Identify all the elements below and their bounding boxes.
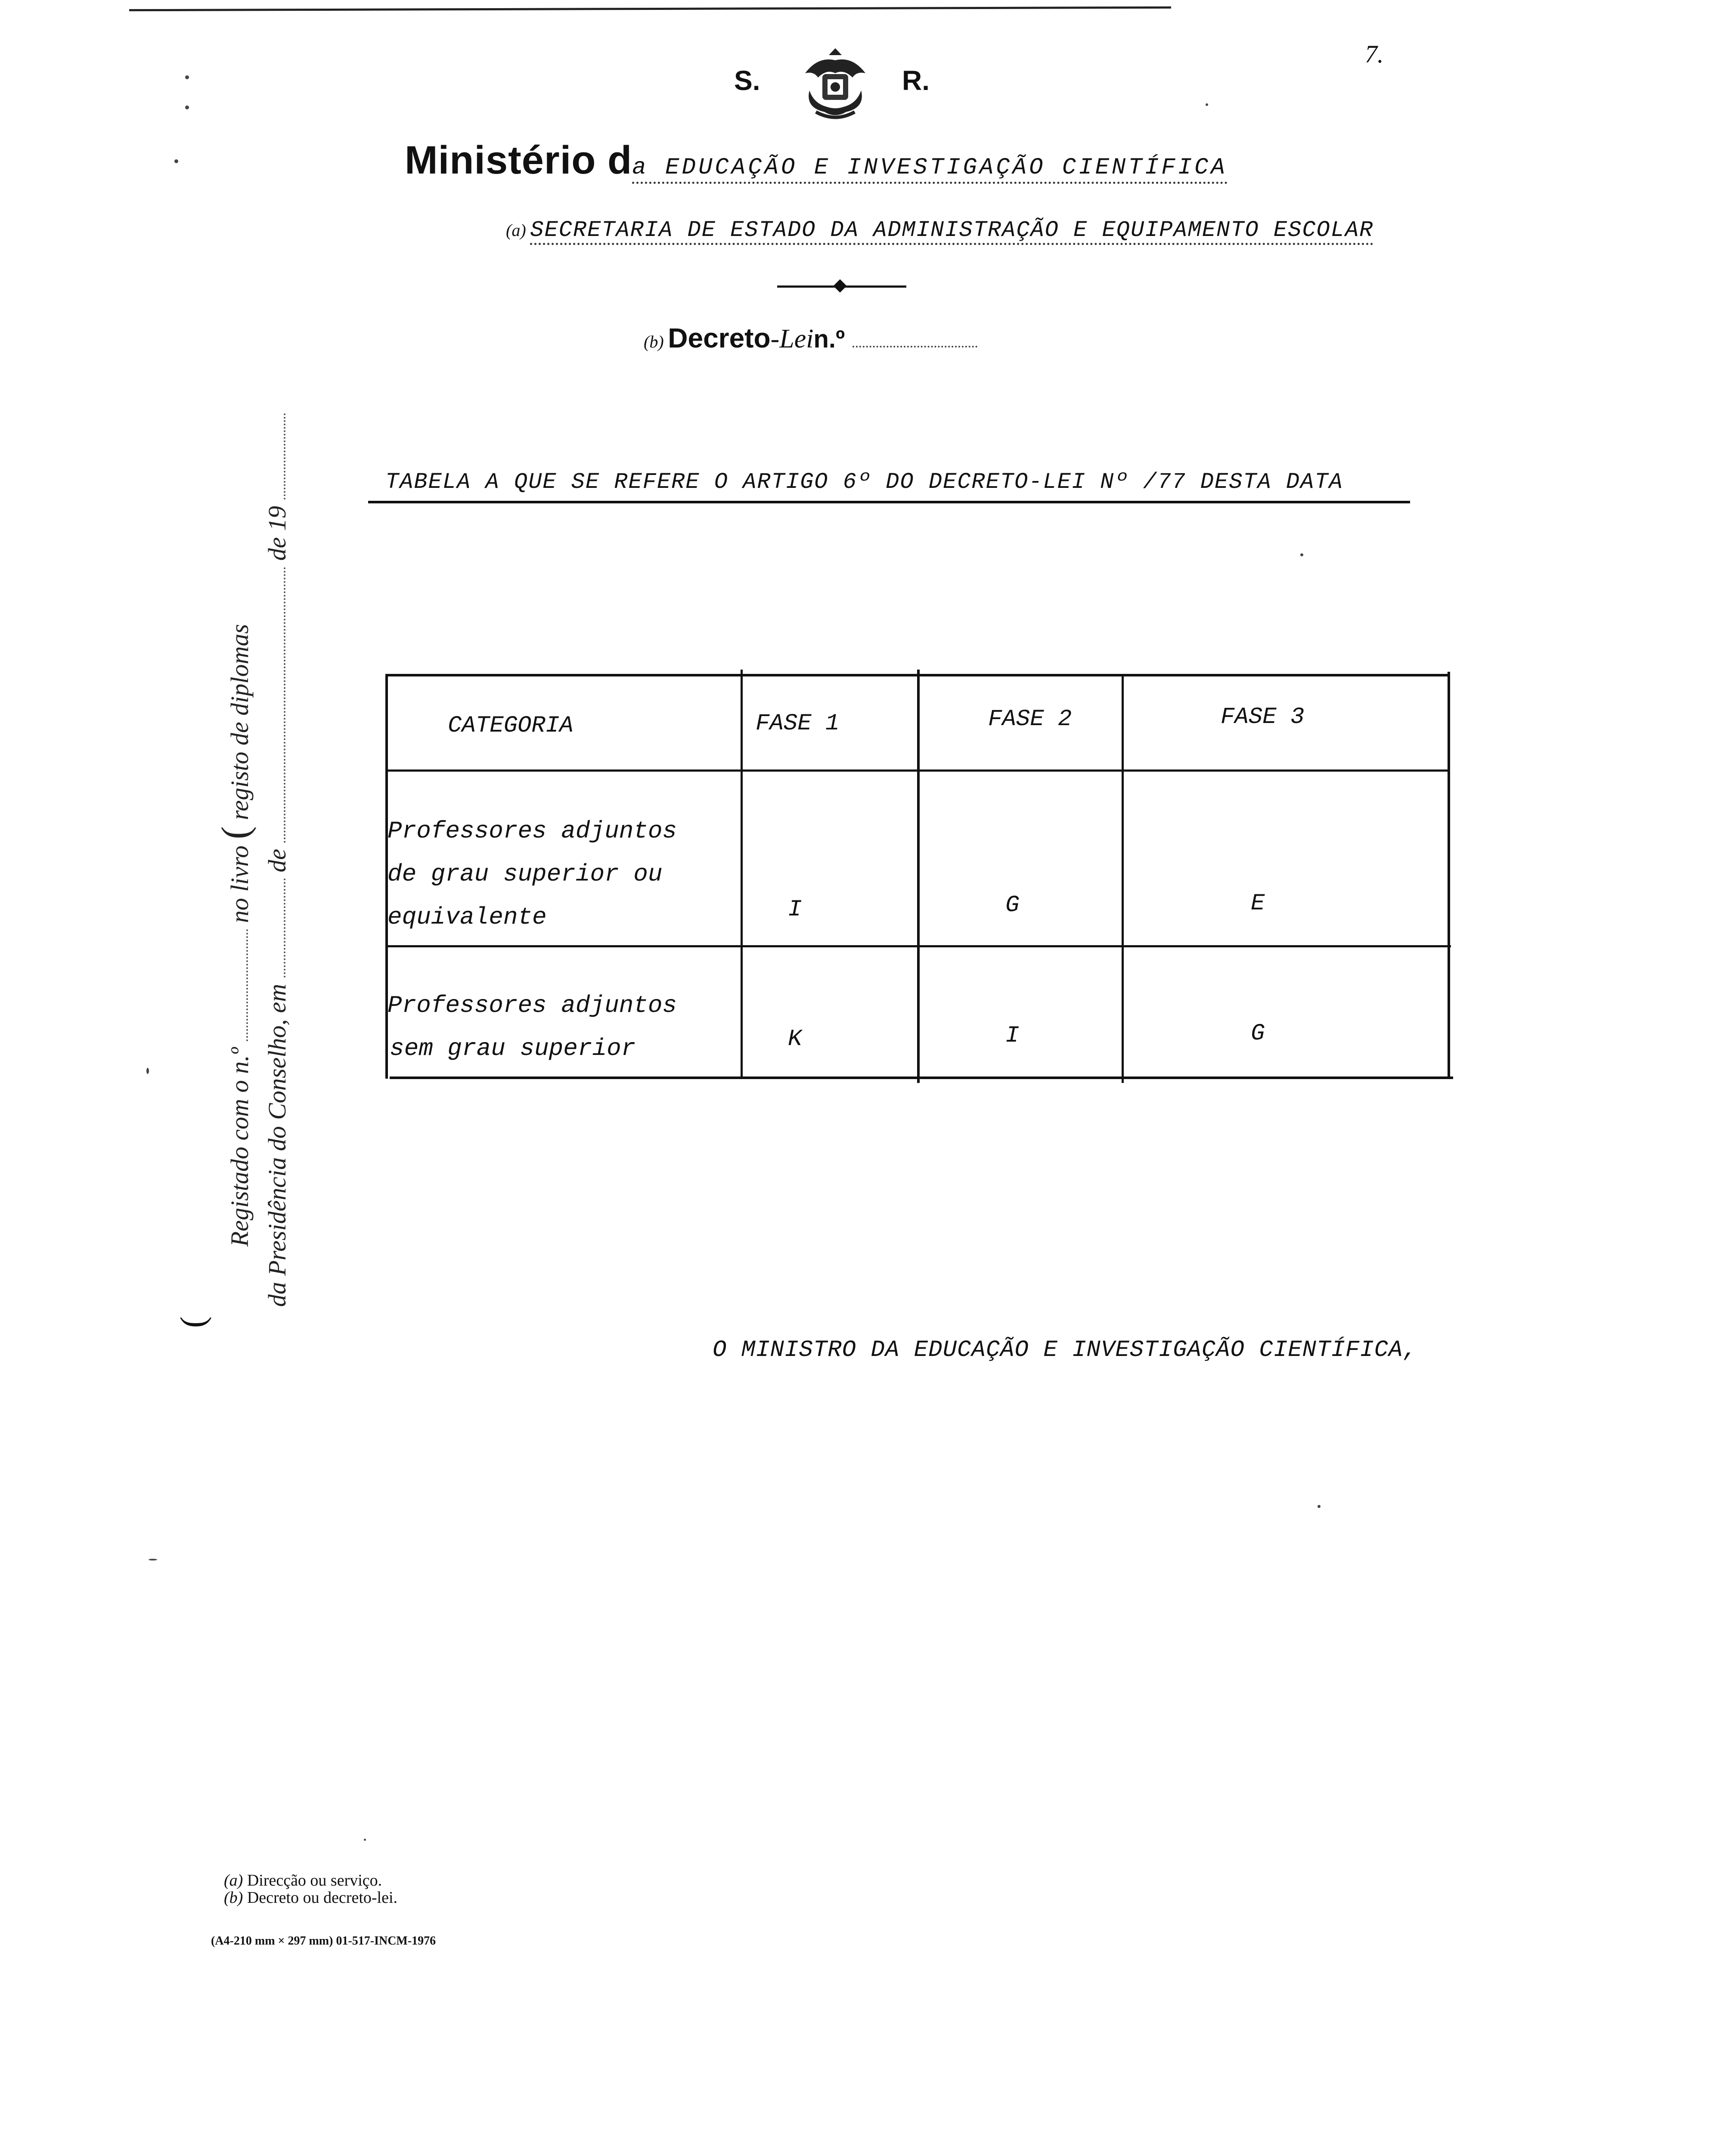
- decreto-number-label: n.º: [813, 325, 845, 353]
- margin-line2-c: de 19: [263, 506, 291, 561]
- row2-categoria-line2: sem grau superior: [390, 1035, 636, 1062]
- table-col-rule-3: [1122, 674, 1124, 1083]
- scan-speck: [1300, 553, 1303, 556]
- divider-ornament: [833, 279, 846, 292]
- margin-line1-a: Registado com o n.º: [226, 1047, 254, 1247]
- row2-fase-3: G: [1251, 1021, 1265, 1047]
- row2-fase-2: I: [1005, 1023, 1020, 1049]
- scan-top-rule: [129, 6, 1171, 11]
- ministerio-label: Ministério d: [405, 138, 632, 182]
- margin-line2-b: de: [263, 849, 291, 872]
- scan-speck: [185, 105, 189, 109]
- margin-blank-year: [284, 413, 285, 499]
- decreto-label: Decreto: [668, 323, 771, 354]
- row1-categoria-line3: equivalente: [388, 903, 547, 931]
- page-number: 7.: [1365, 40, 1384, 68]
- decreto-number-blank: [852, 346, 977, 347]
- table-border-right: [1448, 672, 1450, 1079]
- marker-b: (b): [644, 332, 664, 351]
- margin-line1-b: no livro: [226, 845, 254, 923]
- ministerio-line: [405, 138, 1228, 183]
- header-categoria: CATEGORIA: [448, 713, 574, 739]
- row1-fase-2: G: [1005, 892, 1020, 918]
- scan-speck: [1318, 1505, 1321, 1508]
- sr-right-label: R.: [902, 65, 930, 96]
- margin-line-1: [213, 624, 257, 1247]
- minister-signature-line: O MINISTRO DA EDUCAÇÃO E INVESTIGAÇÃO CIENTÍFICA,: [713, 1337, 1417, 1363]
- table-col-rule-2: [917, 670, 920, 1083]
- row2-fase-1: K: [788, 1026, 802, 1052]
- footnote-a: [224, 1871, 382, 1890]
- footnote-a-text: Direcção ou serviço.: [247, 1871, 382, 1889]
- header-fase-2: FASE 2: [988, 706, 1072, 732]
- secretaria-fill: SECRETARIA DE ESTADO DA ADMINISTRAÇÃO E EQUIPAMENTO ESCOLAR: [530, 217, 1373, 245]
- footnote-b-text: Decreto ou decreto-lei.: [247, 1889, 398, 1907]
- sr-left-label: S.: [734, 65, 760, 96]
- row1-fase-1: I: [788, 897, 802, 923]
- table-title: TABELA A QUE SE REFERE O ARTIGO 6º DO DECRETO-LEI Nº /77 DESTA DATA: [385, 469, 1343, 495]
- coat-of-arms-icon: [792, 47, 878, 123]
- margin-bracket-open: (: [174, 1316, 212, 1328]
- table-col-rule-1: [741, 670, 743, 1079]
- print-reference: (A4-210 mm × 297 mm) 01-517-INCM-1976: [211, 1934, 436, 1948]
- margin-bracket-1: (: [214, 826, 257, 840]
- secretaria-line: [506, 217, 1373, 243]
- table-border-bottom: [390, 1076, 1453, 1079]
- ministerio-fill: a EDUCAÇÃO E INVESTIGAÇÃO CIENTÍFICA: [632, 155, 1228, 184]
- scan-speck: [185, 75, 189, 79]
- marker-a: (a): [506, 220, 526, 240]
- margin-blank-number: [246, 929, 248, 1041]
- footnote-b-marker: (b): [224, 1889, 243, 1907]
- scan-speck: [174, 159, 178, 163]
- table-title-rule: [368, 501, 1410, 503]
- decreto-handwritten: -Lei: [770, 324, 814, 354]
- row1-fase-3: E: [1251, 890, 1265, 917]
- footnote-a-marker: (a): [224, 1871, 243, 1889]
- scan-speck: [364, 1839, 366, 1841]
- row2-categoria-line1: Professores adjuntos: [388, 992, 677, 1019]
- margin-line1-c: registo de diplomas: [226, 624, 254, 820]
- row1-categoria-line1: Professores adjuntos: [388, 817, 677, 845]
- row1-categoria-line2: de grau superior ou: [388, 860, 663, 888]
- header-fase-1: FASE 1: [756, 710, 840, 737]
- margin-blank-month: [284, 567, 285, 843]
- scan-speck: [1206, 103, 1208, 106]
- margin-line2-a: da Presidência do Conselho, em: [263, 983, 291, 1307]
- margin-line-2: [263, 413, 291, 1307]
- decreto-line: [644, 322, 977, 354]
- header-fase-3: FASE 3: [1221, 704, 1305, 730]
- margin-blank-day: [284, 878, 285, 977]
- footnote-b: [224, 1888, 397, 1907]
- scan-speck: [146, 1068, 149, 1074]
- scan-speck: [149, 1559, 157, 1560]
